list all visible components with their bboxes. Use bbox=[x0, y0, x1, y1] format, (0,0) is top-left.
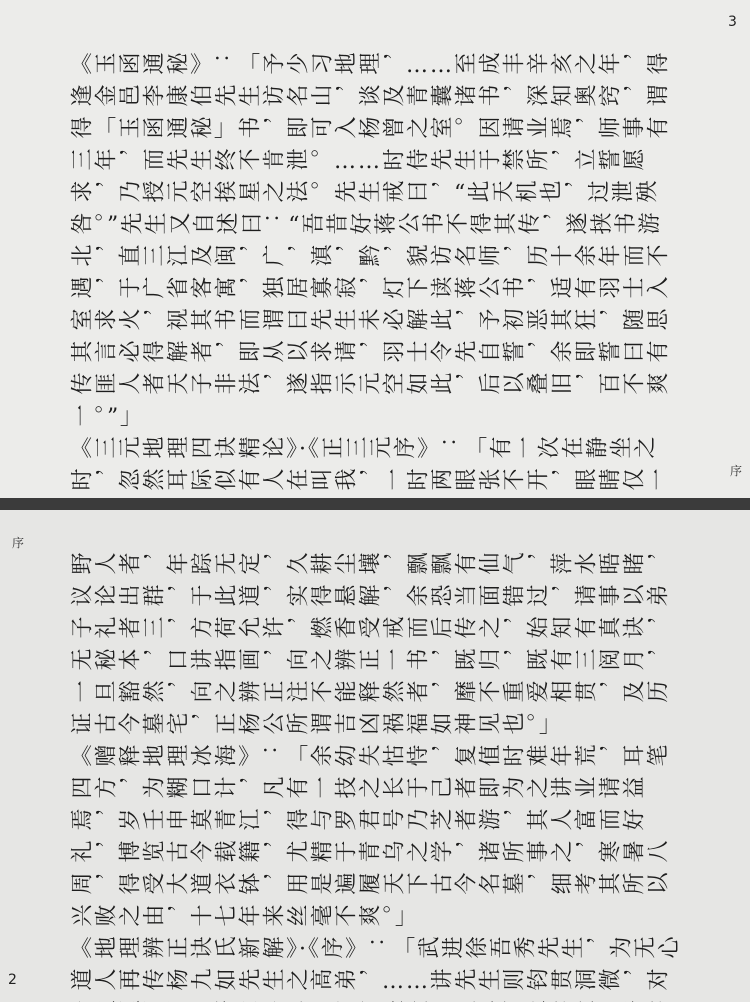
page-number: 3 bbox=[728, 14, 737, 30]
paragraph-sanyuan-dili: 《三元地理四诀精论》·《正三元序》：「有一次在静坐之时，忽然耳际似有人在叫我，一时两眼张不开，眼睛仅一 bbox=[70, 437, 670, 494]
paragraph-yuhan-tongmi: 《玉函通秘》：「予少习地理，……至成丰辛亥之年，得逢金邑李康伯先生访名山，谈及青囊诸书，深知奥窍，谓得「玉函通秘」书，即可入杨曾之室。因请业焉，师事有三年，而先生终不肯泄。……时侍先生于禁所，立誓愿求，乃授元空挨星之法。先生戒曰，“此天机也，过泄殃咎。”先生又自述曰：“吾昔好蒋公书不得其传，遂挟书游北，直三江及闽，广，滇，黔，貌访名师，历十余年而不遇，于广省客寓，独居寡寂，灯下读蒋公书，适有羽士入室求火，视其书而谓曰先生未必解此，予初恶其狂，随思其言必得解者，即从以求请，羽士令先自誓，余即誓曰有传匪人者天子非法，遂指示元空如此，后以叠旧，百不爽一。”」 bbox=[70, 53, 670, 430]
page-number: 2 bbox=[8, 972, 17, 988]
paragraph-yeren: 野人者，年踪无定，久耕尘壤，飘飘有仙气，萍水晤睹，议论出群，于此道，实得悬解，余恐当面错过，请事以弟子礼者三，方荷允许，燃香受戒而后传之，始知有真诀，无秘本，口讲指画，向之辨正一书，既归，既有三阅月，一旦豁然，向之辨正注不能释然者，靡不重爱相贯，及历证古今墓宅，正杨公所谓吉凶祸福如神见也。」 bbox=[70, 553, 670, 738]
page-2-text-block bbox=[0, 510, 750, 1002]
page-2 bbox=[0, 510, 750, 1002]
paragraph-zeng-shi-dili: 《赠释地理冰海》：「余幼失怙恃，复值时难年荒，耳笔四方，为糊口计，凡有一技之长于己者即为之讲业请益焉，岁壬申莫青江，得与罗君号乃芝者游，其人富而好礼，博览古今载籍，尤精于青乌之学，诸所事之，寒暑八周，得受大道衣钵，用是遍履天下古今名墓，细考其所以兴败之由，十七年来丝毫不爽。」 bbox=[70, 745, 670, 930]
page-gutter bbox=[0, 498, 750, 510]
running-header: 序 bbox=[730, 464, 743, 478]
page-3 bbox=[0, 0, 750, 498]
running-header: 序 bbox=[12, 536, 25, 550]
paragraph-dili-bianzheng: 《地理辨正诀氏新解》·《序》：「武进徐吾秀先生，为无心道人再传杨九如先生之高弟，……讲先生则钧贯洞微，对 bbox=[70, 937, 681, 994]
page-3-text-block bbox=[0, 0, 750, 498]
